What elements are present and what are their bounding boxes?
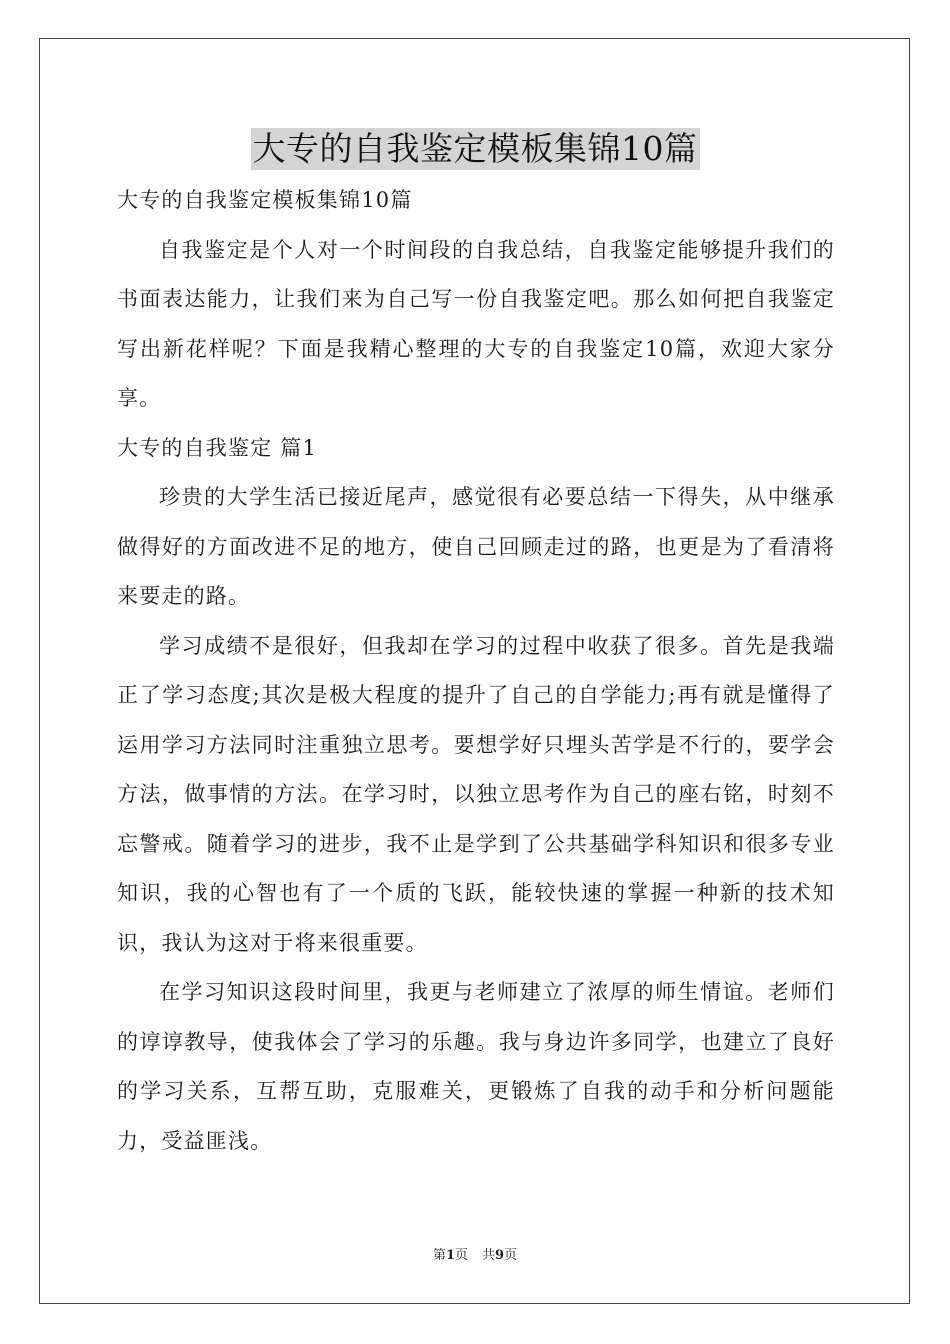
- body-paragraph-2: 学习成绩不是很好，但我却在学习的过程中收获了很多。首先是我端正了学习态度;其次是极大程度的提升了自己的自学能力;再有就是懂得了运用学习方法同时注重独立思考。要想学好只埋头苦学是不行的，要学会方法，做事情的方法。在学习时，以独立思考作为自己的座右铭，时刻不忘警戒。随着学习的进步，我不止是学到了公共基础学科知识和很多专业知识，我的心智也有了一个质的飞跃，能较快速的掌握一种新的技术知识，我认为这对于将来很重要。: [117, 633, 835, 955]
- body-paragraph-1: 珍贵的大学生活已接近尾声，感觉很有必要总结一下得失，从中继承做得好的方面改进不足的地方，使自己回顾走过的路，也更是为了看清将来要走的路。: [117, 485, 835, 608]
- document-subtitle: 大专的自我鉴定模板集锦10篇: [117, 188, 413, 212]
- page-prefix: 第: [432, 1248, 446, 1263]
- total-suffix: 页: [504, 1248, 518, 1263]
- total-page-number: 9: [495, 1248, 505, 1263]
- total-prefix: 共: [482, 1248, 496, 1263]
- title-container: [0, 128, 950, 170]
- current-page-number: 1: [445, 1248, 455, 1263]
- body-paragraph-3: 在学习知识这段时间里，我更与老师建立了浓厚的师生情谊。老师们的谆谆教导，使我体会了学习的乐趣。我与身边许多同学，也建立了良好的学习关系，互帮互助，克服难关，更锻炼了自我的动手和分析问题能力，受益匪浅。: [117, 980, 835, 1153]
- page-suffix: 页: [454, 1248, 468, 1263]
- intro-paragraph: 自我鉴定是个人对一个时间段的自我总结，自我鉴定能够提升我们的书面表达能力，让我们来为自己写一份自我鉴定吧。那么如何把自我鉴定写出新花样呢？下面是我精心整理的大专的自我鉴定10篇，欢迎大家分享。: [117, 237, 835, 410]
- document-body: [117, 176, 835, 1166]
- document-title: 大专的自我鉴定模板集锦10篇: [252, 129, 698, 168]
- section-heading: 大专的自我鉴定 篇1: [117, 435, 318, 460]
- page-footer: [0, 1247, 950, 1265]
